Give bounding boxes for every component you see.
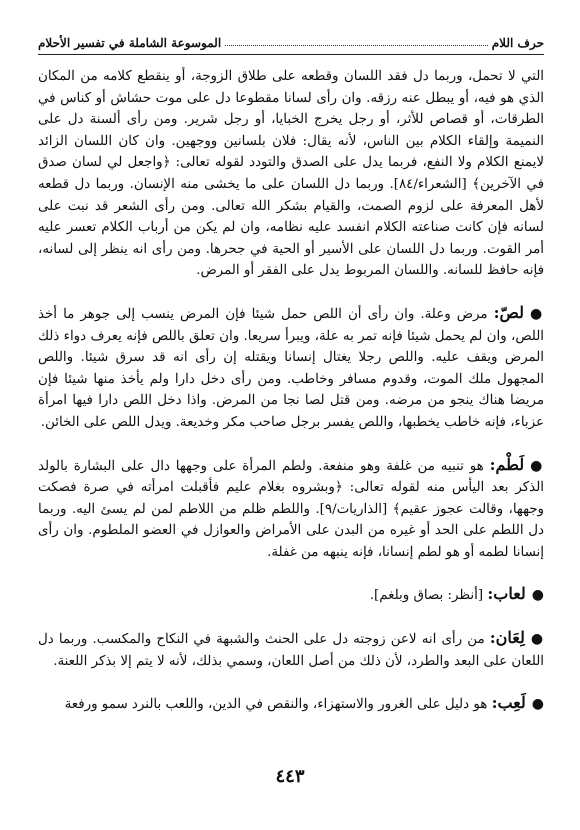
bullet-icon: ● xyxy=(531,696,544,713)
header-book-title: الموسوعة الشاملة في تفسير الأحلام xyxy=(38,36,222,50)
header-section-title: حرف اللام xyxy=(491,36,544,50)
entry-headword: لَعِب: xyxy=(491,693,526,713)
bullet-icon: ● xyxy=(530,457,544,474)
entry-headword: لَطْم: xyxy=(489,454,525,474)
entry-text: [أنظر: بصاق وبلغم]. xyxy=(369,588,484,604)
entry-text: هو دليل على الغرور والاستهزاء، والنقص في الدين، واللعب بالنرد سمو ورفعة xyxy=(64,697,488,713)
header-dot-leader xyxy=(225,44,488,46)
entry-laib xyxy=(38,692,544,716)
paragraph-text: التي لا تحمل، وربما دل فقد اللسان وقطعه على طلاق الزوجة، أو ينقطع كلامه من المكان الذي هو فيه، أو يبطل عنه رزقه. وان رأى لسانا مقطوعا دل على موت حشاش أو كناس في الطرقات، أو قصاص للأثر، أو رجل يخرج الخبايا، أو رجل شرير. ومن رأى ألسنة دل على النميمة وإلقاء الكلام بين الناس، لأنه يقال: فلان بلسانين ووجهين. وان كان اللسان الزائد لايمنع الكلام ولا النفع، فربما يدل على الصدق والتودد لقوله تعالى: ﴿واجعل لي لسان صدق في الآخرين﴾ [الشعراء/٨٤]. وربما دل اللسان على ما يخشى منه الإنسان. وربما دل قطعه لأهل المعرفة على لزوم الصمت، والقيام بشكر الله تعالى. ومن رأى الشعر قد نبت على لسانه فإن كانت صناعته الكلام انفسد عليه نظامه، وان لم يكن من أرباب الكلام تعسر عليه أمر القوت. وربما دل اللسان على الأسير أو الحية في جحرها. ومن رأى انه ينظر إلى لسانه، فإنه حافظ للسانه. واللسان المربوط يدل على الفقر أو المرض. xyxy=(38,69,544,279)
entry-lis xyxy=(38,302,544,434)
entry-luab xyxy=(38,583,544,607)
bullet-icon: ● xyxy=(531,587,544,604)
entry-headword: لصّ: xyxy=(493,302,524,322)
entry-text: هو تنبيه من غلفة وهو منفعة. ولطم المرأة على وجهها دال على البشارة بالولد الذكر بعد اليأس منه لقوله تعالى: ﴿وبشروه بغلام عليم فأقبلت امرأته في صرة فصكت وجهها، وقالت عجوز عقيم﴾ [الذاريات/٩]. واللطم ظلم من اللاطم لمن لم يسئ اليه. وربما دل اللطم على الحد أو غيره من البدن على الأمراض والعوازل في العضو الملطوم. وان رأى إنسانا لطمه أو هو لطم إنسانا، فإنه ينبهه من غفلة. xyxy=(38,458,545,560)
header-rule xyxy=(38,54,544,55)
page-body xyxy=(38,66,544,736)
running-header xyxy=(38,30,544,50)
entry-text: من رأى انه لاعن زوجته دل على الحنث والشبهة في النكاح والمكسب. وربما دل اللعان على البعد والطرد، لأن ذلك من أصل اللعان، وسمي بذلك، لأنه لا يتم إلا بذكر اللعنة. xyxy=(38,632,544,669)
continued-paragraph xyxy=(38,66,544,282)
bullet-icon: ● xyxy=(529,305,544,322)
entry-text: مرض وعلة. وان رأى أن اللص حمل شيئا فإن المرض ينسب إلى جوهر ما أخذ اللص، وان لم يحمل شيئا فإنه تمر به علة، ويبرأ سريعا. وان تعلق باللص فإنه يعرف دواء ذلك المرض ويقف عليه. واللص رجلا يغتال إنسانا ويقتله إن رأى انه قد سرق شيئا. واللص المجهول ملك الموت، وقدوم مسافر وخاطب. ومن رأى دخل دارا ولم يأخذ منها شيئا فإن مريضا هناك ينجو من مرضه. ومن قتل لصا نجا من المرض. واذا دخل اللص دارا فيها امرأة عزباء، فإنه خاطب يخطبها، واللص يفسر برجل صاحب مكر وخديعة. ويدل اللص على الخائن. xyxy=(38,306,544,430)
entry-headword: لعاب: xyxy=(487,584,526,604)
entry-lian xyxy=(38,627,544,672)
bullet-icon: ● xyxy=(530,631,544,648)
entry-latm xyxy=(38,454,544,564)
entry-headword: لِعَان: xyxy=(489,628,525,648)
page-number: ٤٤٣ xyxy=(275,766,305,787)
